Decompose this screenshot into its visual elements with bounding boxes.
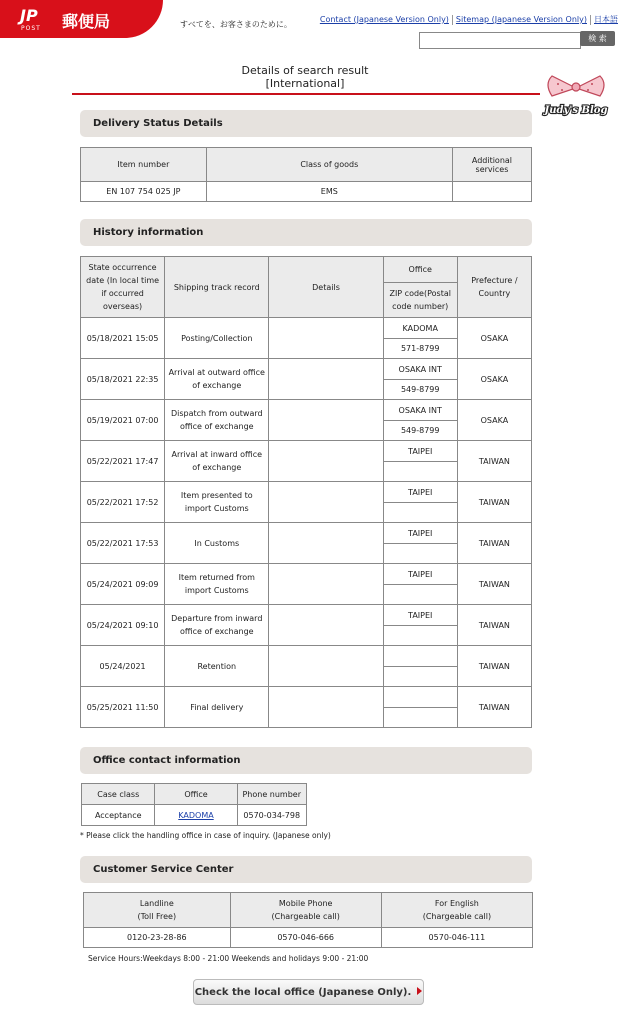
history-heading: History information: [80, 219, 532, 246]
page-title-line1: Details of search result: [241, 64, 369, 77]
history-prefecture: OSAKA: [457, 318, 531, 359]
office-header: Office: [155, 784, 237, 805]
history-row: [81, 441, 532, 462]
case-class-value: Acceptance: [82, 805, 155, 826]
details-header: Details: [269, 257, 383, 318]
service-hours: Service Hours:Weekdays 8:00 - 21:00 Weekends and holidays 9:00 - 21:00: [88, 954, 369, 963]
history-prefecture: TAIWAN: [457, 605, 531, 646]
customer-service-table: [83, 892, 533, 948]
landline-sublabel: (Toll Free): [137, 912, 177, 921]
history-office: TAIPEI: [383, 482, 457, 503]
history-row: [81, 687, 532, 708]
history-details: [269, 687, 383, 728]
track-header: Shipping track record: [165, 257, 269, 318]
mobile-label: Mobile Phone: [278, 899, 333, 908]
logo-post-text: POST: [21, 25, 41, 32]
english-sublabel: (Chargeable call): [422, 912, 492, 921]
history-date: 05/19/2021 07:00: [81, 400, 165, 441]
landline-number: 0120-23-28-86: [84, 928, 231, 948]
history-prefecture: TAIWAN: [457, 687, 531, 728]
history-office: KADOMA: [383, 318, 457, 339]
class-of-goods-value: EMS: [206, 182, 452, 202]
history-date: 05/24/2021: [81, 646, 165, 687]
history-track: Posting/Collection: [165, 318, 269, 359]
history-zip: [383, 544, 457, 564]
blog-watermark: [540, 72, 612, 120]
history-track: Item presented to import Customs: [165, 482, 269, 523]
search-button[interactable]: 検 索: [580, 31, 615, 46]
history-date: 05/22/2021 17:47: [81, 441, 165, 482]
english-header: [381, 893, 532, 928]
history-details: [269, 400, 383, 441]
office-contact-heading: Office contact information: [80, 747, 532, 774]
history-details: [269, 564, 383, 605]
history-prefecture: TAIWAN: [457, 523, 531, 564]
office-header: Office: [383, 257, 457, 283]
history-track: Dispatch from outward office of exchange: [165, 400, 269, 441]
link-divider: [590, 15, 591, 25]
sitemap-link[interactable]: Sitemap (Japanese Version Only): [455, 15, 587, 24]
history-zip: 549-8799: [383, 421, 457, 441]
history-office: TAIPEI: [383, 564, 457, 585]
history-zip: 571-8799: [383, 339, 457, 359]
history-zip: [383, 626, 457, 646]
delivery-status-table: [80, 147, 532, 202]
history-row: [81, 605, 532, 626]
history-date: 05/18/2021 22:35: [81, 359, 165, 400]
item-number-value: EN 107 754 025 JP: [81, 182, 207, 202]
english-number: 0570-046-111: [381, 928, 532, 948]
logo-jp-text: JP: [20, 6, 38, 25]
history-office: OSAKA INT: [383, 359, 457, 380]
class-of-goods-header: Class of goods: [206, 148, 452, 182]
customer-service-heading: Customer Service Center: [80, 856, 532, 883]
history-zip: [383, 708, 457, 728]
history-date: 05/18/2021 15:05: [81, 318, 165, 359]
history-zip: [383, 585, 457, 605]
history-row: [81, 646, 532, 667]
history-details: [269, 646, 383, 687]
history-track: Arrival at outward office of exchange: [165, 359, 269, 400]
date-header: State occurrence date (In local time if occurred overseas): [81, 257, 165, 318]
history-prefecture: TAIWAN: [457, 564, 531, 605]
japanese-link[interactable]: 日本語: [594, 15, 618, 24]
zip-header: ZIP code(Postal code number): [383, 283, 457, 318]
additional-services-header: Additional services: [452, 148, 531, 182]
history-prefecture: OSAKA: [457, 400, 531, 441]
history-date: 05/24/2021 09:09: [81, 564, 165, 605]
history-zip: [383, 503, 457, 523]
history-track: Arrival at inward office of exchange: [165, 441, 269, 482]
history-office: [383, 646, 457, 667]
top-links: [320, 14, 618, 25]
history-zip: [383, 462, 457, 482]
japan-post-logo[interactable]: [0, 0, 163, 38]
additional-services-value: [452, 182, 531, 202]
page-title-line2: [International]: [265, 77, 345, 90]
history-track: Final delivery: [165, 687, 269, 728]
history-zip: 549-8799: [383, 380, 457, 400]
office-value: [155, 805, 237, 826]
history-track: Item returned from import Customs: [165, 564, 269, 605]
history-prefecture: TAIWAN: [457, 441, 531, 482]
mobile-header: [230, 893, 381, 928]
history-office: OSAKA INT: [383, 400, 457, 421]
case-class-header: Case class: [82, 784, 155, 805]
link-divider: [452, 15, 453, 25]
history-prefecture: TAIWAN: [457, 646, 531, 687]
delivery-status-heading: Delivery Status Details: [80, 110, 532, 137]
history-details: [269, 605, 383, 646]
history-row: [81, 400, 532, 421]
history-office: TAIPEI: [383, 523, 457, 544]
local-office-button-label: Check the local office (Japanese Only).: [194, 987, 412, 998]
tagline: すべてを、お客さまのために。: [180, 20, 292, 29]
history-row: [81, 564, 532, 585]
landline-header: [84, 893, 231, 928]
contact-link[interactable]: Contact (Japanese Version Only): [319, 15, 449, 24]
history-prefecture: TAIWAN: [457, 482, 531, 523]
page-title: [90, 64, 520, 90]
history-details: [269, 441, 383, 482]
history-office: [383, 687, 457, 708]
history-details: [269, 523, 383, 564]
history-date: 05/24/2021 09:10: [81, 605, 165, 646]
history-row: [81, 523, 532, 544]
bow-icon: [540, 72, 612, 120]
watermark-text: Judy's Blog: [544, 105, 608, 116]
history-details: [269, 482, 383, 523]
history-zip: [383, 667, 457, 687]
phone-number-value: 0570-034-798: [237, 805, 307, 826]
history-office: TAIPEI: [383, 441, 457, 462]
history-track: In Customs: [165, 523, 269, 564]
english-label: For English: [434, 899, 479, 908]
local-office-button[interactable]: [193, 979, 424, 1005]
landline-label: Landline: [139, 899, 174, 908]
office-contact-table: [81, 783, 307, 826]
history-date: 05/22/2021 17:52: [81, 482, 165, 523]
history-track: Departure from inward office of exchange: [165, 605, 269, 646]
title-divider: [72, 93, 540, 95]
item-number-header: Item number: [81, 148, 207, 182]
history-row: [81, 359, 532, 380]
history-track: Retention: [165, 646, 269, 687]
prefecture-header: Prefecture / Country: [457, 257, 531, 318]
office-link[interactable]: KADOMA: [178, 810, 214, 820]
history-date: 05/25/2021 11:50: [81, 687, 165, 728]
inquiry-note: * Please click the handling office in case of inquiry. (Japanese only): [80, 831, 331, 840]
history-date: 05/22/2021 17:53: [81, 523, 165, 564]
history-table: [80, 256, 532, 728]
mobile-number: 0570-046-666: [230, 928, 381, 948]
history-office: TAIPEI: [383, 605, 457, 626]
history-row: [81, 318, 532, 339]
phone-number-header: Phone number: [237, 784, 307, 805]
search-input[interactable]: [419, 32, 581, 49]
mobile-sublabel: (Chargeable call): [271, 912, 340, 921]
arrow-right-icon: [417, 987, 422, 995]
history-row: [81, 482, 532, 503]
history-prefecture: OSAKA: [457, 359, 531, 400]
history-details: [269, 359, 383, 400]
logo-name-text: 郵便局: [62, 12, 111, 31]
history-details: [269, 318, 383, 359]
